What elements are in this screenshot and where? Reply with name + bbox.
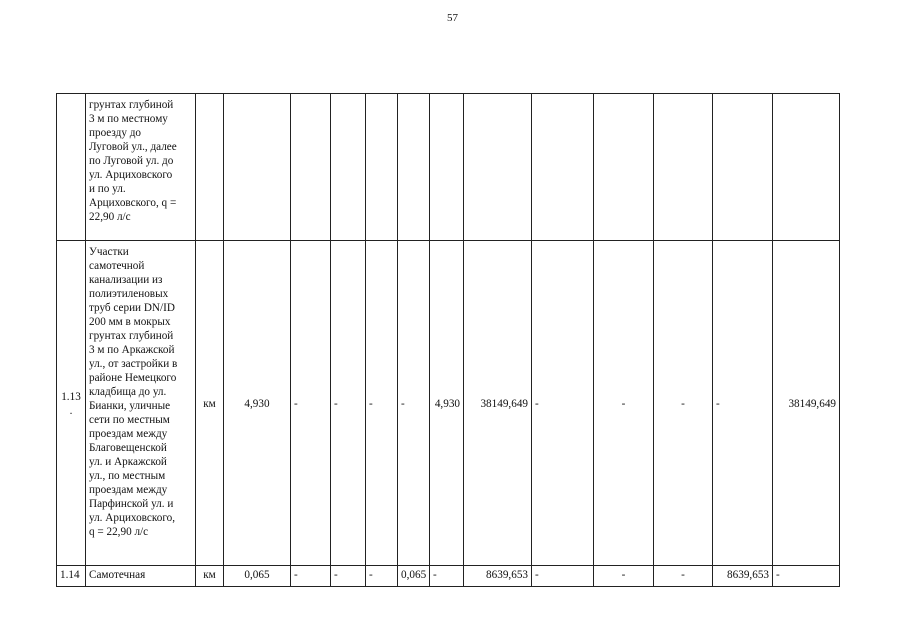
value-cell: - [331, 566, 366, 587]
value-cell: - [366, 566, 398, 587]
value-cell [532, 94, 594, 241]
value-cell [224, 94, 291, 241]
value-cell [430, 94, 464, 241]
table-row [57, 241, 840, 566]
unit-cell: км [196, 566, 224, 587]
unit-cell [196, 94, 224, 241]
value-cell: - [398, 241, 430, 566]
value-cell [291, 94, 331, 241]
value-cell: 0,065 [398, 566, 430, 587]
value-cell: - [713, 241, 773, 566]
value-cell: 38149,649 [464, 241, 532, 566]
unit-cell: км [196, 241, 224, 566]
value-cell [713, 94, 773, 241]
value-cell [594, 94, 654, 241]
page-number: 57 [447, 12, 458, 24]
table-row [57, 566, 840, 587]
value-cell: - [430, 566, 464, 587]
value-cell [366, 94, 398, 241]
value-cell: - [532, 566, 594, 587]
value-cell: 4,930 [430, 241, 464, 566]
value-cell: - [594, 241, 654, 566]
data-table [56, 93, 840, 587]
row-number: 1.13 . [57, 241, 86, 566]
value-cell: - [532, 241, 594, 566]
row-description: Участки самотечной канализации из полиэтиленовых труб серии DN/ID 200 мм в мокрых грунтах глубиной 3 м по Аркажской ул., от застройки в районе Немецкого кладбища до ул. Бианки, уличные сети по местным проездам между Благовещенской ул. и Аркажской ул., по местным проездам между Парфинской ул. и ул. Арциховского, q = 22,90 л/с [86, 241, 196, 566]
value-cell: - [773, 566, 840, 587]
value-cell: - [366, 241, 398, 566]
value-cell: - [291, 241, 331, 566]
value-cell [464, 94, 532, 241]
row-number: 1.14 [57, 566, 86, 587]
value-cell: - [654, 241, 713, 566]
value-cell [773, 94, 840, 241]
value-cell: 8639,653 [713, 566, 773, 587]
value-cell [331, 94, 366, 241]
row-number [57, 94, 86, 241]
value-cell [654, 94, 713, 241]
row-description: грунтах глубиной 3 м по местному проезду до Луговой ул., далее по Луговой ул. до ул. Арциховского и по ул. Арциховского, q = 22,90 л/с [86, 94, 196, 241]
value-cell: - [594, 566, 654, 587]
value-cell [398, 94, 430, 241]
value-cell: - [291, 566, 331, 587]
value-cell: 38149,649 [773, 241, 840, 566]
value-cell: 8639,653 [464, 566, 532, 587]
value-cell: 0,065 [224, 566, 291, 587]
table-row [57, 94, 840, 241]
value-cell: 4,930 [224, 241, 291, 566]
row-description: Самотечная [86, 566, 196, 587]
value-cell: - [654, 566, 713, 587]
value-cell: - [331, 241, 366, 566]
